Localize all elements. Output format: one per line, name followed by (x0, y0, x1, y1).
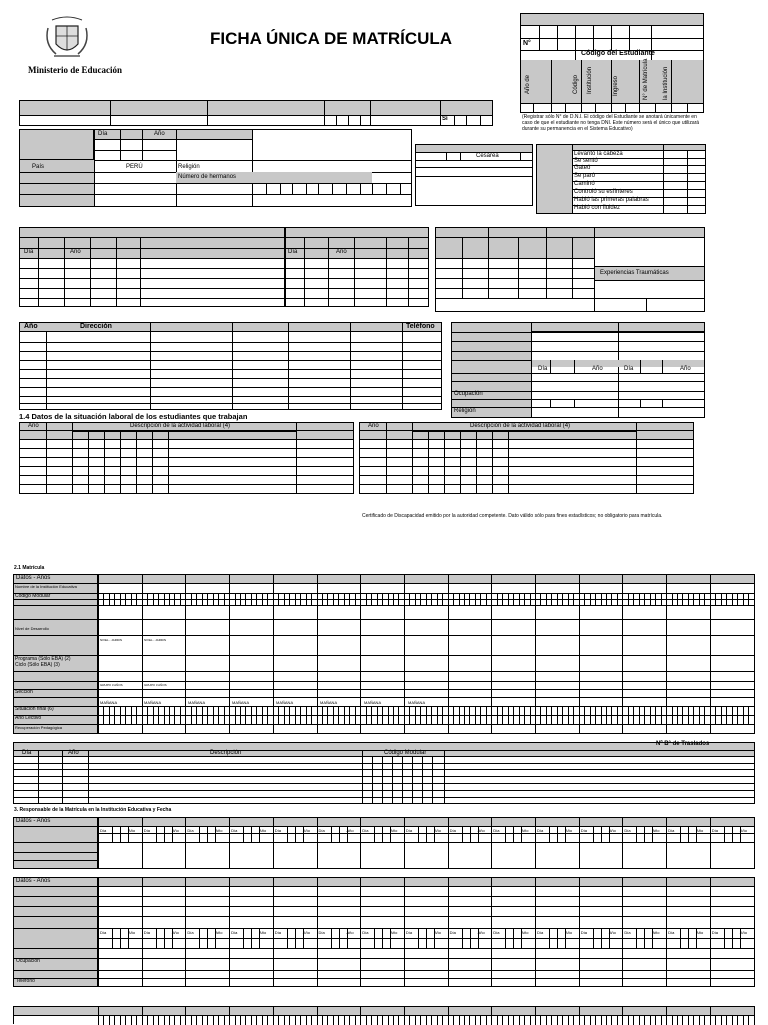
resp-anio-label: Año (608, 930, 616, 935)
si-label: Sí (442, 116, 448, 122)
traslados-title: Nº B° de Traslados (656, 741, 710, 747)
turno-4: MAÑANA (232, 700, 250, 705)
resp-dia-label: Día (711, 828, 719, 833)
development-block (536, 144, 706, 214)
cesarea-label: Cesárea (476, 153, 499, 159)
resp-dia-label: Día (318, 828, 325, 833)
ministry-logo (42, 14, 92, 64)
code-col-5: N° de Matrícula (643, 58, 649, 100)
mat-row-7: Ciclo (Sólo EBA) (3) (15, 662, 60, 668)
bottom-table (13, 1006, 755, 1024)
code-col-4: Ingreso (613, 75, 619, 96)
dev-item-4: Se paró (574, 173, 596, 179)
religion-label: Religión (178, 164, 200, 170)
resp-anio-label: Año (302, 828, 310, 833)
mat-small-2b: GRUPO 3 AÑOS (144, 683, 167, 687)
dev-item-5: Caminó (574, 181, 595, 187)
mat-small-1b: NIVEL - JARDIN (144, 638, 167, 642)
resp-dia-label: Día (624, 930, 631, 935)
resp-anio-label: Año (477, 930, 485, 935)
dev-item-7: Habló las primeras palabras (574, 197, 649, 203)
resp-dia-label: Día (493, 828, 500, 833)
resp-ocupacion: Ocupación (16, 958, 40, 964)
resp-dia-label: Día (187, 828, 194, 833)
health-table-left (19, 227, 429, 307)
code-col-1: Año de (525, 74, 531, 94)
resp-dia-label: Día (318, 930, 325, 935)
work-desc-2: Descripción de la actividad laboral (4) (470, 423, 571, 429)
resp-dia-label: Día (143, 828, 150, 833)
code-col-2: Código (573, 74, 579, 94)
responsable-table-1 (13, 817, 755, 869)
turno-1: MAÑANA (100, 700, 118, 705)
address-table (19, 322, 442, 410)
health-anio-1: Año (70, 249, 81, 255)
health-dia-2: Día (288, 249, 298, 255)
tras-codigo: Código Modular (384, 750, 427, 756)
turno-3: MAÑANA (188, 700, 206, 705)
resp-dia-label: Día (493, 930, 500, 935)
matricula-table (13, 574, 755, 734)
resp-anio-label: Año (433, 930, 442, 935)
traslados-table (13, 742, 755, 804)
resp-anio-label: Año (171, 930, 179, 935)
peru-value: PERÚ (126, 164, 143, 170)
code-col-3: Institución (587, 66, 593, 94)
resp-anio-label: Año (739, 828, 747, 833)
dev-item-8: Habló con fluidez (574, 205, 621, 211)
resp-dia-label: Día (187, 930, 194, 935)
resp-anio-label: Año (652, 930, 660, 935)
mat-row-2: Código Modular (15, 593, 51, 599)
parents-table (451, 322, 705, 418)
resp-dia-label: Día (537, 930, 544, 935)
no-label: N° (523, 40, 531, 47)
work-table-right (359, 422, 694, 494)
resp-dia-label: Día (100, 828, 107, 833)
dev-item-1: Levantó la cabeza (574, 151, 623, 157)
address-telefono-label: Teléfono (406, 323, 435, 330)
mat-row-11: Situación final (6) (15, 706, 54, 712)
mat-row-6: Programa (Sólo EBA) (2) (15, 656, 71, 662)
resp-dia-label: Día (274, 828, 282, 833)
responsable-title: 3. Responsable de la Matrícula en la Institución Educativa y Fecha (14, 807, 172, 813)
health-anio-2: Año (336, 249, 347, 255)
turno-7: MAÑANA (364, 700, 382, 705)
disability-note: Certificado de Discapacidad emitido por la autoridad competente. Dato válido sólo para fines estadísticos; no obligatorio para matrícula. (362, 513, 663, 519)
mat-row-4: Nivel de Desarrollo (15, 626, 49, 631)
name-header-row (19, 100, 493, 126)
mat-small-1a: NIVEL - JARDIN (100, 638, 123, 642)
resp-anio-label: Año (521, 828, 529, 833)
coat-of-arms-icon (42, 14, 92, 64)
parents-religion-label: Religión (454, 408, 476, 414)
resp-dia-label: Día (231, 930, 238, 935)
hermanos-label: Número de hermanos (178, 174, 237, 180)
turno-2: MAÑANA (144, 700, 162, 705)
resp-dia-label: Día (405, 930, 413, 935)
resp-dia-label: Día (449, 930, 456, 935)
resp-anio-label: Año (390, 828, 398, 833)
mat-row-0: Datos - Años (16, 575, 51, 581)
resp-anio-label: Año (128, 930, 136, 935)
resp-anio-label: Año (215, 828, 223, 833)
resp-anio-label: Año (696, 930, 704, 935)
resp-anio-label: Año (565, 828, 573, 833)
resp-dia-label: Día (405, 828, 413, 833)
resp-dia-label: Día (362, 828, 369, 833)
resp-anio-label: Año (433, 828, 442, 833)
resp-dia-label: Día (231, 828, 238, 833)
resp-dia-label: Día (274, 930, 282, 935)
birth-data-block (19, 129, 412, 207)
parents-dia-2: Día (624, 366, 634, 372)
health-dia-1: Día (24, 249, 34, 255)
resp-dia-label: Día (580, 828, 587, 833)
resp-dia-label: Día (449, 828, 456, 833)
anio-label: Año (154, 131, 165, 137)
resp-anio-label: Año (346, 828, 354, 833)
resp-anio-label: Año (390, 930, 398, 935)
work-table-left (19, 422, 354, 494)
tras-anio: Año (68, 750, 79, 756)
resp-anio-label: Año (259, 828, 267, 833)
turno-6: MAÑANA (320, 700, 338, 705)
address-anio-label: Año (24, 323, 38, 330)
resp-dia-label: Día (668, 828, 675, 833)
resp-dia-label: Día (537, 828, 544, 833)
turno-5: MAÑANA (276, 700, 294, 705)
resp-anio-label: Año (171, 828, 179, 833)
resp-datos-2: Datos - Años (16, 878, 51, 884)
page-title: FICHA ÚNICA DE MATRÍCULA (210, 29, 453, 48)
dia-label: Día (98, 131, 108, 137)
resp-dia-label: Día (668, 930, 675, 935)
turno-8: MAÑANA (408, 700, 426, 705)
resp-anio-label: Año (302, 930, 310, 935)
resp-datos-1: Datos - Años (16, 818, 51, 824)
resp-anio-label: Año (696, 828, 704, 833)
resp-dia-label: Día (580, 930, 587, 935)
work-section-title: 1.4 Datos de la situación laboral de los estudiantes que trabajan (19, 412, 248, 421)
mat-row-13: Recuperación Pedagógica (15, 725, 62, 730)
resp-anio-label: Año (521, 930, 529, 935)
mat-row-9: Sección (15, 689, 33, 695)
code-col-6: la Institución (663, 66, 669, 100)
resp-telefono: Teléfono (16, 978, 35, 984)
parents-anio-1: Año (592, 366, 603, 372)
tras-desc: Descripción (210, 750, 242, 756)
dev-item-6: Controló su esfínteres (574, 189, 633, 195)
work-anio-1: Año (28, 423, 39, 429)
mat-small-2a: GRUPO 3 AÑOS (100, 683, 123, 687)
resp-anio-label: Año (652, 828, 660, 833)
code-note: (Registrar sólo N° de D.N.I. El código del Estudiante se anotará únicamente en caso de que el estudiante no tenga DNI. Este número será el único que utilizará durante su permanencia en el Sistema Educativo) (522, 114, 700, 132)
ministry-name: Ministerio de Educación (28, 65, 122, 75)
resp-anio-label: Año (259, 930, 267, 935)
dev-item-3: Gateó (574, 165, 591, 171)
resp-dia-label: Día (143, 930, 150, 935)
work-desc-1: Descripción de la actividad laboral (4) (130, 423, 231, 429)
resp-dia-label: Día (711, 930, 719, 935)
resp-anio-label: Año (565, 930, 573, 935)
address-direccion-label: Dirección (80, 323, 112, 330)
resp-dia-label: Día (624, 828, 631, 833)
code-label: Código del Estudiante (581, 50, 655, 57)
mat-row-12: Año Lectivo (15, 715, 42, 721)
ocupacion-label: Ocupación (454, 391, 483, 397)
experiencias-label: Experiencias Traumáticas (600, 270, 669, 276)
dev-item-2: Se sentó (574, 158, 598, 164)
resp-anio-label: Año (608, 828, 616, 833)
resp-anio-label: Año (477, 828, 485, 833)
tras-dia: Día (22, 750, 32, 756)
parents-dia-1: Día (538, 366, 548, 372)
mat-row-1: Nombre de la Institución Educativa (15, 584, 77, 589)
resp-anio-label: Año (215, 930, 223, 935)
responsable-table-2 (13, 877, 755, 987)
resp-dia-label: Día (100, 930, 107, 935)
matricula-title: 2.1 Matrícula (14, 565, 45, 571)
resp-anio-label: Año (128, 828, 136, 833)
pais-label: País (32, 164, 45, 170)
work-anio-2: Año (368, 423, 379, 429)
health-table-right (435, 227, 705, 312)
parents-anio-2: Año (680, 366, 691, 372)
resp-anio-label: Año (739, 930, 747, 935)
birth-type-block (415, 144, 533, 206)
student-code-box (520, 13, 704, 113)
resp-dia-label: Día (362, 930, 369, 935)
resp-anio-label: Año (346, 930, 354, 935)
